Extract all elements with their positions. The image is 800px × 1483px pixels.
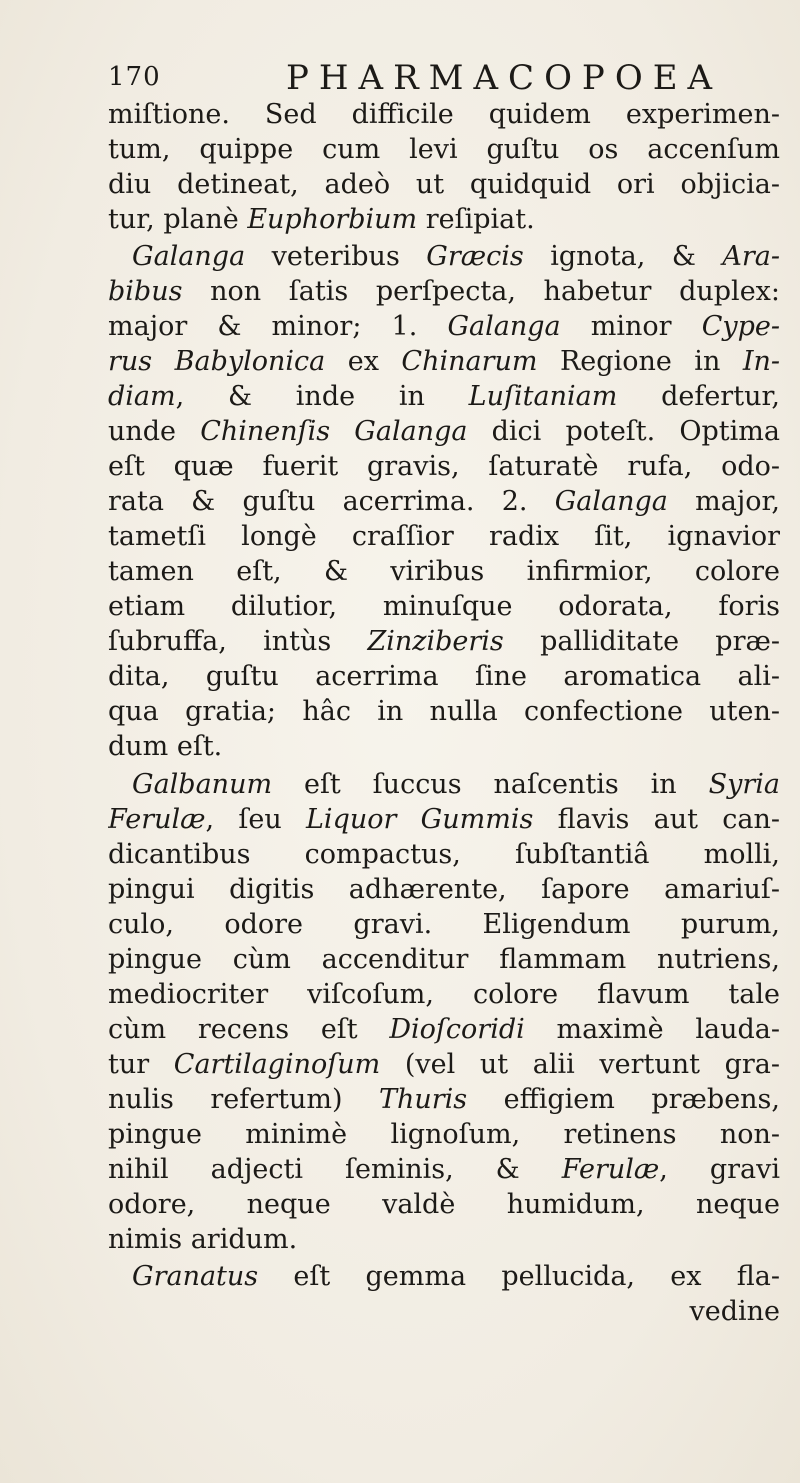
- text-line: tur, planè Euphorbium reſipiat.: [108, 204, 535, 235]
- text-line: nimis aridum.: [108, 1224, 298, 1255]
- text-line: pingue cùm accenditur flammam nutriens,: [108, 944, 780, 975]
- text-line: diu detineat, adeò ut quidquid ori objicia-: [108, 169, 780, 200]
- text-line: unde Chinenſis Galanga dici poteſt. Optima: [108, 416, 780, 447]
- text-line: etiam dilutior, minuſque odorata, foris: [108, 591, 780, 622]
- text-line: tametſi longè craſſior radix ſit, ignavior: [108, 521, 780, 552]
- text-line: Ferulæ, ſeu Liquor Gummis flavis aut can-: [108, 804, 780, 835]
- text-line: pingui digitis adhærente, ſapore amariuſ-: [108, 874, 780, 905]
- text-line: pingue minimè lignoſum, retinens non-: [108, 1119, 780, 1150]
- text-line: culo, odore gravi. Eligendum purum,: [108, 909, 780, 940]
- text-line: tum, quippe cum levi guſtu os accenſum: [108, 134, 780, 165]
- text-line: dita, guſtu acerrima ſine aromatica ali-: [108, 661, 780, 692]
- text-line: miſtione. Sed difficile quidem experimen-: [108, 99, 780, 130]
- catchword: vedine: [689, 1296, 780, 1327]
- text-line: bibus non ſatis perſpecta, habetur duplex:: [108, 276, 780, 307]
- running-head: [108, 58, 748, 98]
- text-line: eſt quæ fuerit gravis, ſaturatè rufa, odo-: [108, 451, 780, 482]
- paragraph-start-galanga: Galanga veteribus Græcis ignota, & Ara-: [132, 241, 780, 272]
- text-line: tur Cartilaginoſum (vel ut alii vertunt gra-: [108, 1049, 780, 1080]
- text-line: qua gratia; hâc in nulla confectione uten-: [108, 696, 780, 727]
- running-title: PHARMACOPOEA: [286, 58, 723, 98]
- text-line: diam, & inde in Luſitaniam defertur,: [108, 381, 780, 412]
- text-line: cùm recens eſt Dioſcoridi maximè lauda-: [108, 1014, 780, 1045]
- text-line: nihil adjecti ſeminis, & Ferulæ, gravi: [108, 1154, 780, 1185]
- text-line: ſubruffa, intùs Zinziberis palliditate præ-: [108, 626, 780, 657]
- text-line: odore, neque valdè humidum, neque: [108, 1189, 780, 1220]
- text-line: rata & guſtu acerrima. 2. Galanga major,: [108, 486, 780, 517]
- text-line: tamen eſt, & viribus infirmior, colore: [108, 556, 780, 587]
- paragraph-start-galbanum: Galbanum eſt ſuccus naſcentis in Syria: [132, 769, 780, 800]
- text-line: nulis refertum) Thuris effigiem præbens,: [108, 1084, 780, 1115]
- text-line: rus Babylonica ex Chinarum Regione in In-: [108, 346, 780, 377]
- text-line: dum eſt.: [108, 731, 223, 762]
- text-line: major & minor; 1. Galanga minor Cype-: [108, 311, 780, 342]
- text-line: mediocriter viſcoſum, colore flavum tale: [108, 979, 780, 1010]
- page-number: 170: [108, 62, 161, 92]
- text-line: dicantibus compactus, ſubſtantiâ molli,: [108, 839, 780, 870]
- paragraph-start-granatus: Granatus eſt gemma pellucida, ex fla-: [132, 1261, 780, 1292]
